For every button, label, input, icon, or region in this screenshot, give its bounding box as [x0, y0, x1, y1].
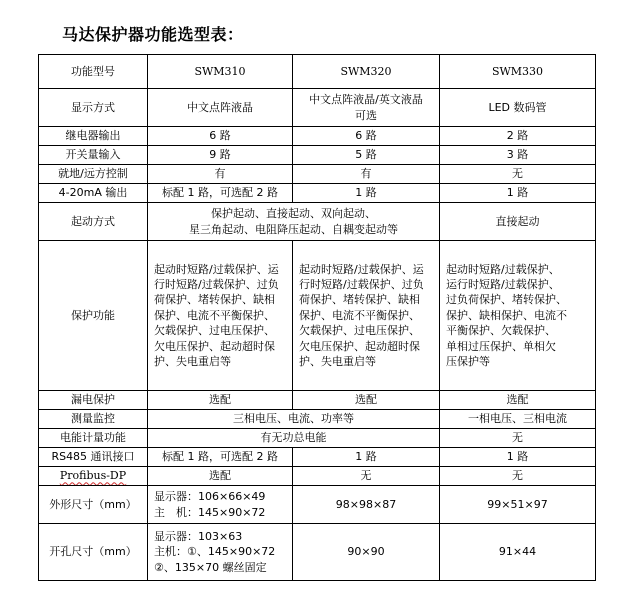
- table-row-cutout: [39, 524, 596, 581]
- table-row-relay: [39, 127, 596, 146]
- cell-line: 荷保护、堵转保护、缺相: [299, 293, 420, 307]
- cell-line: 单相过压保护、单相欠: [446, 339, 556, 353]
- spec-table: [38, 54, 596, 581]
- cell-line: 可选: [355, 108, 377, 122]
- row-label: 显示方式: [39, 89, 148, 127]
- header-swm320: SWM320: [293, 55, 440, 89]
- table-row-switch-input: [39, 146, 596, 165]
- cell-line: 保护、电流不平衡保护、: [154, 308, 275, 322]
- cell-line: 主机：①、145×90×72: [154, 545, 276, 559]
- cell-swm330: 2 路: [440, 127, 596, 146]
- cell-swm310: 标配 1 路，可选配 2 路: [148, 184, 293, 203]
- cell-swm310: 选配: [148, 391, 293, 410]
- table-row-header: [39, 55, 596, 89]
- row-label: 继电器输出: [39, 127, 148, 146]
- cell-line: 压保护等: [446, 354, 490, 368]
- row-label: 电能计量功能: [39, 429, 148, 448]
- cell-line: ②、135×70 螺丝固定: [154, 560, 267, 574]
- row-label: [39, 467, 148, 486]
- row-label: 4-20mA 输出: [39, 184, 148, 203]
- row-label: 漏电保护: [39, 391, 148, 410]
- cell-swm310: [148, 524, 293, 581]
- cell-line: 行时短路/过载保护、过负: [154, 278, 279, 292]
- cell-line: 保护、电流不平衡保护、: [299, 308, 420, 322]
- cell-line: 星三角起动、电阻降压起动、自耦变起动等: [189, 222, 398, 236]
- cell-swm310-320: [148, 203, 440, 241]
- page-title: 马达保护器功能选型表：: [62, 25, 244, 44]
- cell-swm320: 无: [293, 467, 440, 486]
- cell-swm310-320: 三相电压、电流、功率等: [148, 410, 440, 429]
- cell-swm330: 91×44: [440, 524, 596, 581]
- cell-line: 中文点阵液晶/英文液晶: [309, 93, 423, 107]
- table-row-leakage: [39, 391, 596, 410]
- cell-swm320: 选配: [293, 391, 440, 410]
- cell-swm330: [440, 241, 596, 391]
- row-label: 就地/远方控制: [39, 165, 148, 184]
- header-label: 功能型号: [39, 55, 148, 89]
- cell-swm330: 无: [440, 165, 596, 184]
- cell-swm330: 1 路: [440, 184, 596, 203]
- cell-swm330: 无: [440, 467, 596, 486]
- cell-swm320: 1 路: [293, 448, 440, 467]
- cell-swm310: 9 路: [148, 146, 293, 165]
- cell-swm320: [293, 89, 440, 127]
- row-label: 开孔尺寸（mm）: [39, 524, 148, 581]
- cell-line: 护、失电重启等: [154, 354, 231, 368]
- cell-line: 主 机：145×90×72: [154, 505, 266, 519]
- cell-swm310: 有: [148, 165, 293, 184]
- table-row-dimensions: [39, 486, 596, 524]
- cell-line: 过负荷保护、堵转保护、: [446, 293, 567, 307]
- cell-swm330: 选配: [440, 391, 596, 410]
- cell-swm320: 有: [293, 165, 440, 184]
- row-label-text: Profibus-DP: [59, 469, 127, 483]
- table-row-profibus: [39, 467, 596, 486]
- cell-line: 保护起动、直接起动、双向起动、: [211, 207, 376, 221]
- cell-swm330: 99×51×97: [440, 486, 596, 524]
- cell-swm310: 选配: [148, 467, 293, 486]
- cell-swm320: 5 路: [293, 146, 440, 165]
- cell-line: 显示器：103×63: [154, 529, 243, 543]
- cell-line: 起动时短路/过载保护、运: [154, 262, 279, 276]
- cell-swm330: 无: [440, 429, 596, 448]
- table-row-local-remote: [39, 165, 596, 184]
- cell-line: 运行时短路/过载保护、: [446, 278, 560, 292]
- cell-line: 行时短路/过载保护、过负: [299, 278, 424, 292]
- table-row-analog-output: [39, 184, 596, 203]
- cell-swm320: 6 路: [293, 127, 440, 146]
- row-label: 开关量输入: [39, 146, 148, 165]
- cell-swm320: 90×90: [293, 524, 440, 581]
- cell-swm310: 标配 1 路，可选配 2 路: [148, 448, 293, 467]
- table-row-energy: [39, 429, 596, 448]
- header-swm310: SWM310: [148, 55, 293, 89]
- table-row-measure: [39, 410, 596, 429]
- cell-swm310: [148, 241, 293, 391]
- row-label: 测量监控: [39, 410, 148, 429]
- row-label: RS485 通讯接口: [39, 448, 148, 467]
- row-label: 外形尺寸（mm）: [39, 486, 148, 524]
- cell-swm310: 中文点阵液晶: [148, 89, 293, 127]
- cell-line: 显示器：106×66×49: [154, 490, 266, 504]
- table-row-rs485: [39, 448, 596, 467]
- cell-line: 欠电压保护、起动超时保: [154, 339, 275, 353]
- cell-line: 起动时短路/过载保护、: [446, 262, 560, 276]
- cell-line: 欠载保护、过电压保护、: [299, 324, 420, 338]
- cell-swm310-320: 有无功总电能: [148, 429, 440, 448]
- cell-swm310: 6 路: [148, 127, 293, 146]
- cell-line: 起动时短路/过载保护、运: [299, 262, 424, 276]
- cell-line: 护、失电重启等: [299, 354, 376, 368]
- cell-line: 欠电压保护、起动超时保: [299, 339, 420, 353]
- cell-swm320: 98×98×87: [293, 486, 440, 524]
- table-row-protection: [39, 241, 596, 391]
- cell-line: 保护、缺相保护、电流不: [446, 308, 567, 322]
- cell-swm330: 3 路: [440, 146, 596, 165]
- cell-swm330: 1 路: [440, 448, 596, 467]
- cell-line: 荷保护、堵转保护、缺相: [154, 293, 275, 307]
- cell-swm310: [148, 486, 293, 524]
- cell-swm320: 1 路: [293, 184, 440, 203]
- header-swm330: SWM330: [440, 55, 596, 89]
- row-label: 保护功能: [39, 241, 148, 391]
- table-row-start-mode: [39, 203, 596, 241]
- cell-line: 欠载保护、过电压保护、: [154, 324, 275, 338]
- cell-swm330: 直接起动: [440, 203, 596, 241]
- row-label: 起动方式: [39, 203, 148, 241]
- table-row-display: [39, 89, 596, 127]
- cell-swm330: 一相电压、三相电流: [440, 410, 596, 429]
- cell-swm330: LED 数码管: [440, 89, 596, 127]
- cell-line: 平衡保护、欠载保护、: [446, 324, 556, 338]
- cell-swm320: [293, 241, 440, 391]
